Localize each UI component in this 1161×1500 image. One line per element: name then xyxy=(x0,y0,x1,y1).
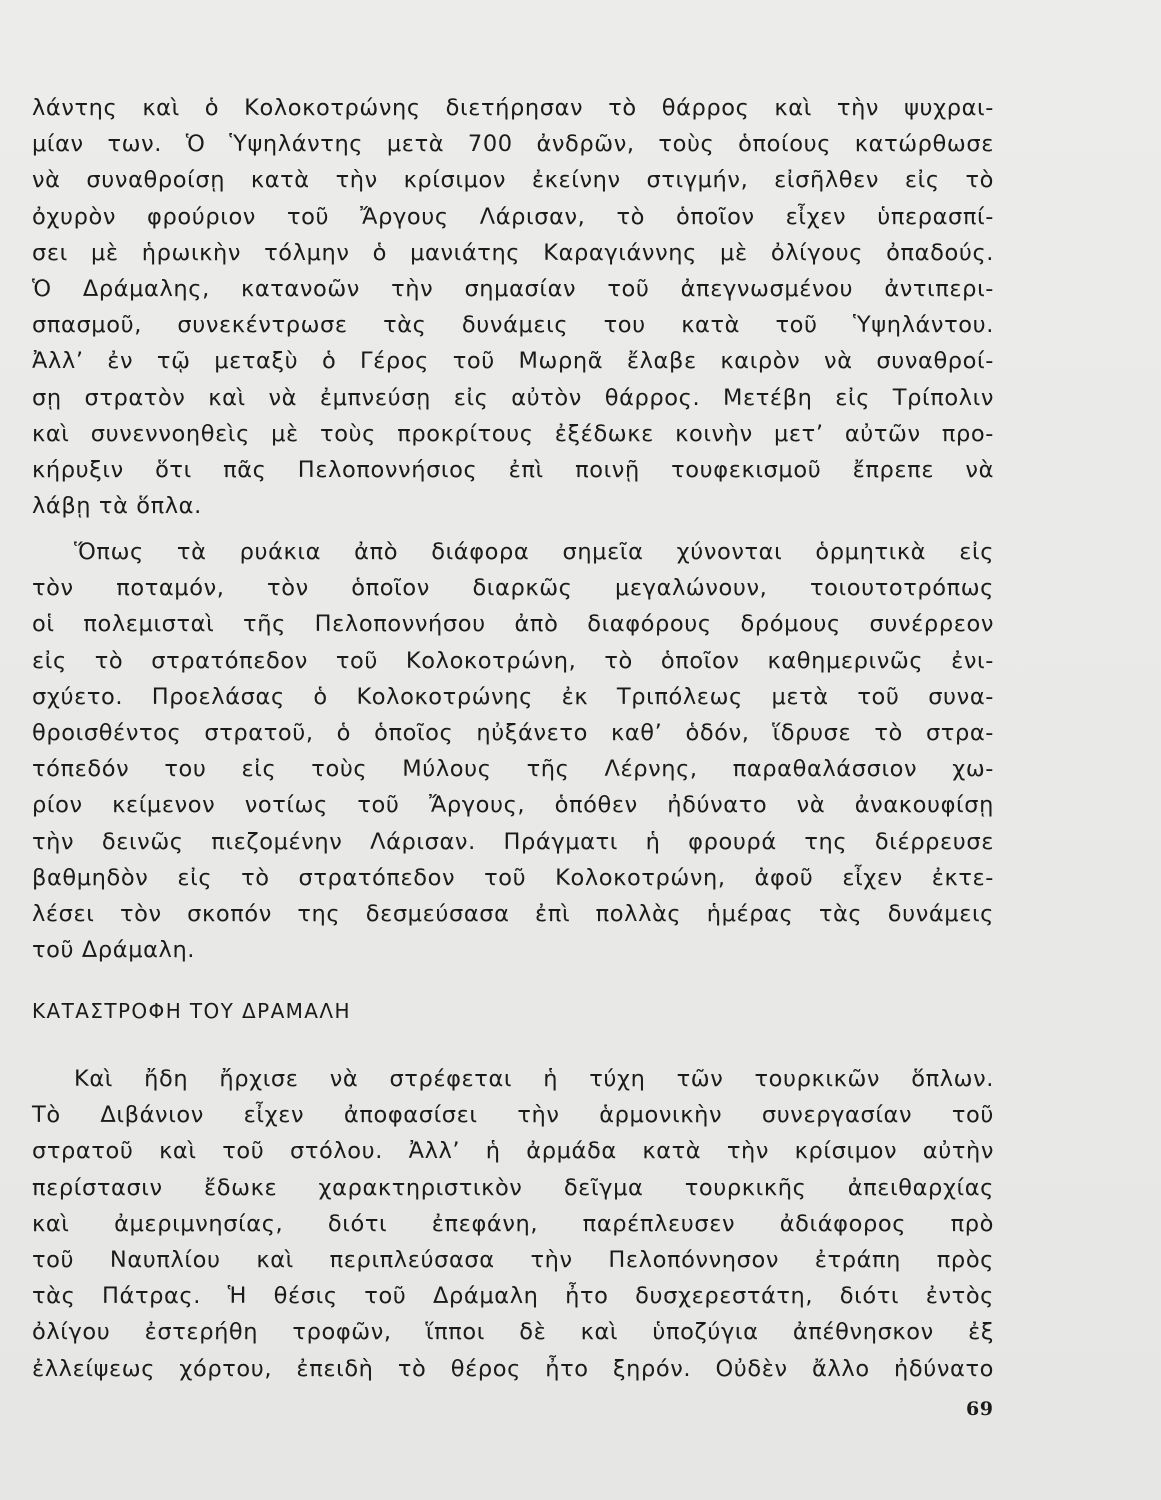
text-line: Ὅπως τὰ ρυάκια ἀπὸ διάφορα σημεῖα χύνονται ὁρμητικὰ εἰς xyxy=(74,539,994,565)
text-line: ὀλίγου ἐστερήθη τροφῶν, ἵπποι δὲ καὶ ὑποζύγια ἀπέθνησκον ἐξ xyxy=(32,1319,994,1346)
text-line: στρατοῦ καὶ τοῦ στόλου. Ἀλλ’ ἡ ἀρμάδα κατὰ τὴν κρίσιμον αὐτὴν xyxy=(32,1138,994,1165)
text-line: Ὁ Δράμαλης, κατανοῶν τὴν σημασίαν τοῦ ἀπεγνωσμένου ἀντιπερι- xyxy=(32,275,994,302)
paragraph-3 xyxy=(32,1061,994,1387)
text-line: λέσει τὸν σκοπόν της δεσμεύσασα ἐπὶ πολλὰς ἡμέρας τὰς δυνάμεις xyxy=(32,900,994,927)
text-line: θροισθέντος στρατοῦ, ὁ ὁποῖος ηὐξάνετο καθ’ ὁδόν, ἵδρυσε τὸ στρα- xyxy=(32,719,994,746)
text-line: ὀχυρὸν φρούριον τοῦ Ἄργους Λάρισαν, τὸ ὁποῖον εἶχεν ὑπερασπί- xyxy=(32,203,994,230)
text-line: λάβῃ τὰ ὅπλα. xyxy=(32,493,202,520)
text-line: Καὶ ἤδη ἤρχισε νὰ στρέφεται ἡ τύχη τῶν τουρκικῶν ὅπλων. xyxy=(74,1066,994,1092)
text-line: σπασμοῦ, συνεκέντρωσε τὰς δυνάμεις του κατὰ τοῦ Ὑψηλάντου. xyxy=(32,312,994,339)
page-number: 69 xyxy=(966,1398,994,1420)
text-line: εἰς τὸ στρατόπεδον τοῦ Κολοκοτρώνη, τὸ ὁποῖον καθημερινῶς ἐνι- xyxy=(32,647,994,674)
section-heading: ΚΑΤΑΣΤΡΟΦΗ ΤΟΥ ΔΡΑΜΑΛΗ xyxy=(32,999,351,1023)
text-line: σχύετο. Προελάσας ὁ Κολοκοτρώνης ἐκ Τριπόλεως μετὰ τοῦ συνα- xyxy=(32,683,994,710)
text-line: Τὸ Διβάνιον εἶχεν ἀποφασίσει τὴν ἁρμονικὴν συνεργασίαν τοῦ xyxy=(32,1102,994,1129)
text-line: μίαν των. Ὁ Ὑψηλάντης μετὰ 700 ἀνδρῶν, τοὺς ὁποίους κατώρθωσε xyxy=(32,131,994,158)
text-line: νὰ συναθροίσῃ κατὰ τὴν κρίσιμον ἐκείνην στιγμήν, εἰσῆλθεν εἰς τὸ xyxy=(32,167,994,194)
text-line: λάντης καὶ ὁ Κολοκοτρώνης διετήρησαν τὸ θάρρος καὶ τὴν ψυχραι- xyxy=(32,95,994,121)
text-line: καὶ συνεννοηθεὶς μὲ τοὺς προκρίτους ἐξέδωκε κοινὴν μετ’ αὐτῶν προ- xyxy=(32,420,994,447)
text-line: κήρυξιν ὅτι πᾶς Πελοποννήσιος ἐπὶ ποινῇ τουφεκισμοῦ ἔπρεπε νὰ xyxy=(32,456,994,483)
text-line: τὰς Πάτρας. Ἡ θέσις τοῦ Δράμαλη ἦτο δυσχερεστάτη, διότι ἐντὸς xyxy=(32,1283,994,1310)
paragraph-1 xyxy=(32,90,994,524)
text-line: σῃ στρατὸν καὶ νὰ ἐμπνεύσῃ εἰς αὐτὸν θάρρος. Μετέβη εἰς Τρίπολιν xyxy=(32,384,994,411)
paragraph-2 xyxy=(32,534,994,968)
text-line: Ἀλλ’ ἐν τῷ μεταξὺ ὁ Γέρος τοῦ Μωρηᾶ ἔλαβε καιρὸν νὰ συναθροί- xyxy=(32,348,994,375)
text-line: τοῦ Δράμαλη. xyxy=(32,937,196,964)
text-line: σει μὲ ἡρωικὴν τόλμην ὁ μανιάτης Καραγιάννης μὲ ὀλίγους ὀπαδούς. xyxy=(32,239,994,266)
text-line: τὴν δεινῶς πιεζομένην Λάρισαν. Πράγματι ἡ φρουρά της διέρρευσε xyxy=(32,828,994,855)
text-line: τόπεδόν του εἰς τοὺς Μύλους τῆς Λέρνης, παραθαλάσσιον χω- xyxy=(32,756,994,783)
text-line: οἱ πολεμισταὶ τῆς Πελοποννήσου ἀπὸ διαφόρους δρόμους συνέρρεον xyxy=(32,611,994,638)
text-line: περίστασιν ἔδωκε χαρακτηριστικὸν δεῖγμα τουρκικῆς ἀπειθαρχίας xyxy=(32,1174,994,1201)
text-line: καὶ ἀμεριμνησίας, διότι ἐπεφάνη, παρέπλευσεν ἀδιάφορος πρὸ xyxy=(32,1210,994,1237)
text-line: ρίον κείμενον νοτίως τοῦ Ἄργους, ὁπόθεν ἠδύνατο νὰ ἀνακουφίσῃ xyxy=(32,792,994,819)
text-line: ἐλλείψεως χόρτου, ἐπειδὴ τὸ θέρος ἦτο ξηρόν. Οὐδὲν ἄλλο ἠδύνατο xyxy=(32,1355,994,1382)
text-line: τοῦ Ναυπλίου καὶ περιπλεύσασα τὴν Πελοπόννησον ἐτράπη πρὸς xyxy=(32,1246,994,1273)
text-line: τὸν ποταμόν, τὸν ὁποῖον διαρκῶς μεγαλώνουν, τοιουτοτρόπως xyxy=(32,575,994,602)
text-line: βαθμηδὸν εἰς τὸ στρατόπεδον τοῦ Κολοκοτρώνη, ἀφοῦ εἶχεν ἐκτε- xyxy=(32,864,994,891)
